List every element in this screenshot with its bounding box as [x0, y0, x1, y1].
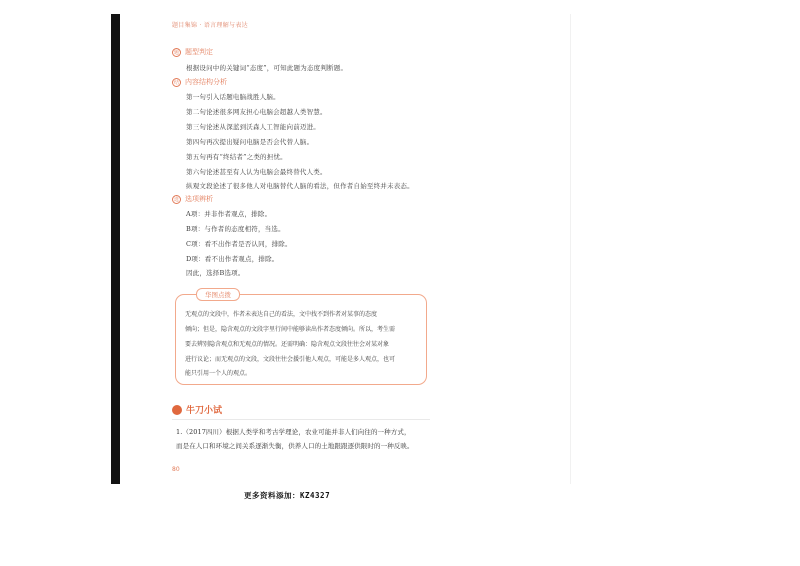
- text-line: 第三句论述从深蓝到沃森人工智能向前迈进。: [186, 123, 320, 131]
- option-line: 因此，选择B选项。: [186, 269, 245, 277]
- divider: [172, 419, 430, 420]
- section-title: 题型判定: [185, 48, 213, 56]
- practice-bullet-icon: [172, 405, 182, 415]
- option-line: A项：并非作者观点，排除。: [186, 210, 272, 218]
- text-line: 第一句引入话题电脑战胜人脑。: [186, 93, 280, 101]
- section-title: 内容结构分析: [185, 78, 227, 86]
- text-line: 第二句论述很多网友担心电脑会超越人类智慧。: [186, 108, 327, 116]
- practice-heading: [172, 403, 222, 416]
- book-spine-edge: [111, 14, 120, 484]
- question-type-icon: 题: [173, 49, 179, 56]
- text-line: 第六句论述甚至有人认为电脑会最终替代人类。: [186, 168, 327, 176]
- running-head: 题目集锦 · 语言理解与表达: [172, 22, 248, 29]
- page-number: 80: [172, 466, 180, 473]
- tip-title: 华图点拨: [196, 288, 240, 301]
- text-line: 纵观文段论述了很多他人对电脑替代人脑的看法，但作者自始至终并未表态。: [186, 182, 414, 190]
- option-line: C项：看不出作者是否认同，排除。: [186, 240, 292, 248]
- text-line: 根据设问中的关键词“态度”，可知此题为态度判断题。: [186, 64, 348, 72]
- section-options-heading: [172, 193, 213, 205]
- tip-line: 进行议论；而无观点的文段，文段往往会援引他人观点，可能是多人观点，也可: [185, 356, 396, 363]
- practice-line: 而是在人口和环境之间关系逐渐失衡，供养人口的土地跟跟逐供限时的一种反映。: [176, 442, 414, 450]
- option-line: D项：看不出作者观点，排除。: [186, 255, 279, 263]
- structure-icon: 结: [173, 79, 179, 86]
- section-structure-heading: [172, 76, 227, 88]
- tip-line: 倾向；但是，隐含观点的文段字里行间中能够读出作者态度倾向。所以，考生需: [185, 326, 396, 333]
- tip-line: 能只引用一个人的观点。: [185, 370, 252, 377]
- options-icon: 选: [173, 196, 179, 203]
- practice-line: 1.（2017四川）根据人类学和考古学理论，农业可能并非人们向往的一种方式，: [176, 428, 411, 436]
- option-line: B项：与作者的态度相符，当选。: [186, 225, 285, 233]
- section-title: 选项辨析: [185, 195, 213, 203]
- text-line: 第四句再次提出疑问电脑是否会代替人脑。: [186, 138, 314, 146]
- tip-line: 无观点的文段中，作者未表达自己的看法，文中找不到作者对某事的态度: [185, 311, 378, 318]
- tip-line: 要去辨别隐含观点和无观点的情况。还需明确：隐含观点文段往往会对某对象: [185, 341, 390, 348]
- section-question-type-heading: [172, 46, 213, 58]
- text-line: 第五句再有“终结者”之类的担忧。: [186, 153, 287, 161]
- practice-title: 牛刀小试: [186, 406, 223, 416]
- footer-note: 更多资料添加：KZ4327: [244, 491, 331, 500]
